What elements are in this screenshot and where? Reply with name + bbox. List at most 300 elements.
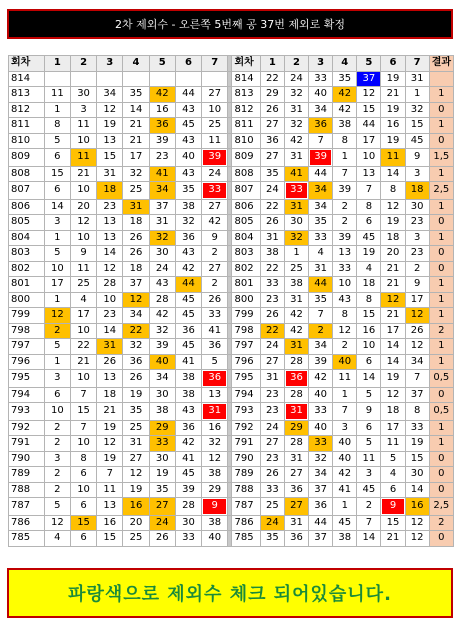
- result-cell: 0: [430, 103, 453, 118]
- number-cell: 43: [150, 277, 175, 292]
- number-cell: 40: [309, 421, 332, 436]
- number-cell: 31: [285, 452, 308, 467]
- number-cell: 11: [71, 262, 96, 277]
- highlighted-number-cell: 39: [202, 149, 227, 166]
- table-row: [9, 167, 453, 182]
- number-cell: 17: [45, 277, 70, 292]
- number-cell: 9: [406, 277, 429, 292]
- number-cell: 30: [406, 467, 429, 482]
- number-cell: 43: [176, 167, 201, 182]
- table-row: [9, 339, 453, 354]
- number-cell: 17: [381, 421, 404, 436]
- number-cell: 43: [176, 103, 201, 118]
- number-cell: 37: [309, 531, 332, 546]
- result-cell: 2,5: [430, 498, 453, 515]
- highlighted-number-cell: 41: [150, 167, 175, 182]
- round-number: 806: [9, 200, 44, 215]
- highlighted-number-cell: 44: [176, 277, 201, 292]
- number-cell: 13: [97, 134, 122, 149]
- number-cell: 6: [71, 531, 96, 546]
- number-cell: 10: [71, 134, 96, 149]
- header-cell: 1: [261, 56, 284, 71]
- column-separator: [228, 72, 231, 87]
- column-separator: [228, 421, 231, 436]
- number-cell: 2: [333, 215, 356, 230]
- number-cell: 9: [202, 231, 227, 246]
- result-cell: 0: [430, 531, 453, 546]
- number-cell: 27: [261, 436, 284, 451]
- result-cell: 1: [430, 87, 453, 102]
- number-cell: 6: [357, 215, 380, 230]
- header-cell: 2: [71, 56, 96, 71]
- number-cell: 12: [45, 516, 70, 531]
- number-cell: 24: [261, 421, 284, 436]
- number-cell: 11: [45, 87, 70, 102]
- number-cell: 35: [150, 483, 175, 498]
- number-cell: 30: [71, 87, 96, 102]
- highlighted-number-cell: 24: [150, 516, 175, 531]
- number-cell: 6: [45, 388, 70, 403]
- number-cell: 20: [381, 246, 404, 261]
- table-row: [9, 483, 453, 498]
- number-cell: 32: [309, 452, 332, 467]
- number-cell: 17: [381, 324, 404, 339]
- number-cell: 21: [381, 262, 404, 277]
- number-cell: 38: [333, 531, 356, 546]
- number-cell: 23: [97, 308, 122, 323]
- number-cell: 35: [123, 403, 148, 420]
- number-cell: 10: [71, 370, 96, 387]
- number-cell: 33: [261, 483, 284, 498]
- number-cell: 12: [97, 436, 122, 451]
- number-cell: 13: [333, 246, 356, 261]
- number-cell: [97, 72, 122, 87]
- number-cell: 12: [406, 531, 429, 546]
- number-cell: 44: [309, 516, 332, 531]
- highlighted-number-cell: 31: [285, 339, 308, 354]
- number-cell: 45: [406, 134, 429, 149]
- number-cell: 7: [309, 308, 332, 323]
- number-cell: 31: [97, 167, 122, 182]
- number-cell: 6: [45, 182, 70, 199]
- number-cell: 31: [285, 103, 308, 118]
- number-cell: 19: [406, 436, 429, 451]
- number-cell: 42: [309, 370, 332, 387]
- number-cell: 27: [261, 355, 284, 370]
- number-cell: 12: [97, 103, 122, 118]
- number-cell: 7: [71, 421, 96, 436]
- number-cell: 11: [357, 452, 380, 467]
- number-cell: 21: [71, 167, 96, 182]
- number-cell: 33: [309, 72, 332, 87]
- number-cell: 30: [176, 516, 201, 531]
- number-cell: 32: [406, 103, 429, 118]
- number-cell: 18: [123, 262, 148, 277]
- number-cell: 17: [357, 134, 380, 149]
- number-cell: 3: [406, 167, 429, 182]
- number-cell: 10: [71, 483, 96, 498]
- number-cell: 40: [333, 452, 356, 467]
- highlighted-number-cell: 12: [123, 293, 148, 308]
- number-cell: 9: [71, 246, 96, 261]
- highlighted-number-cell: 42: [150, 87, 175, 102]
- round-number: 800: [232, 293, 259, 308]
- number-cell: 2: [406, 262, 429, 277]
- number-cell: 38: [150, 403, 175, 420]
- number-cell: 15: [97, 149, 122, 166]
- highlighted-number-cell: 18: [97, 182, 122, 199]
- number-cell: 19: [97, 421, 122, 436]
- number-cell: 1: [45, 103, 70, 118]
- number-cell: 15: [357, 308, 380, 323]
- number-cell: 14: [357, 531, 380, 546]
- table-row: [9, 355, 453, 370]
- result-cell: 1: [430, 421, 453, 436]
- number-cell: 3: [71, 103, 96, 118]
- number-cell: 5: [357, 436, 380, 451]
- number-cell: 26: [97, 355, 122, 370]
- column-separator: [228, 262, 231, 277]
- number-cell: 10: [357, 149, 380, 166]
- number-cell: 45: [176, 339, 201, 354]
- number-cell: 36: [202, 339, 227, 354]
- highlighted-number-cell: 24: [261, 516, 284, 531]
- number-cell: 21: [123, 118, 148, 133]
- number-cell: 4: [309, 246, 332, 261]
- number-cell: 12: [406, 516, 429, 531]
- number-cell: 25: [123, 182, 148, 199]
- number-cell: 2: [333, 339, 356, 354]
- number-cell: 39: [333, 182, 356, 199]
- number-cell: 10: [71, 231, 96, 246]
- number-cell: 7: [357, 516, 380, 531]
- number-cell: 45: [333, 516, 356, 531]
- number-cell: 14: [357, 370, 380, 387]
- highlighted-number-cell: 12: [381, 293, 404, 308]
- number-cell: 15: [357, 103, 380, 118]
- number-cell: 29: [261, 87, 284, 102]
- number-cell: 14: [381, 339, 404, 354]
- number-cell: 18: [381, 403, 404, 420]
- highlighted-number-cell: 31: [285, 200, 308, 215]
- number-cell: 12: [333, 324, 356, 339]
- number-cell: 42: [202, 215, 227, 230]
- round-number: 808: [232, 167, 259, 182]
- highlighted-number-cell: 22: [123, 324, 148, 339]
- header-cell: 7: [202, 56, 227, 71]
- number-cell: 21: [97, 403, 122, 420]
- number-cell: 15: [97, 531, 122, 546]
- header-cell: 6: [381, 56, 404, 71]
- highlighted-number-cell: 11: [381, 149, 404, 166]
- number-cell: 36: [176, 324, 201, 339]
- round-number: 788: [232, 483, 259, 498]
- number-cell: 2: [45, 436, 70, 451]
- number-cell: 27: [202, 87, 227, 102]
- column-separator: [228, 324, 231, 339]
- highlighted-number-cell: 15: [71, 516, 96, 531]
- round-number: 810: [232, 134, 259, 149]
- number-cell: 1: [406, 87, 429, 102]
- round-number: 798: [232, 324, 259, 339]
- number-cell: 13: [97, 215, 122, 230]
- table-row: [9, 308, 453, 323]
- number-cell: 8: [357, 200, 380, 215]
- number-cell: 42: [176, 262, 201, 277]
- result-cell: 0: [430, 246, 453, 261]
- number-cell: 42: [333, 467, 356, 482]
- number-cell: 27: [202, 200, 227, 215]
- number-cell: 26: [406, 324, 429, 339]
- number-cell: 19: [123, 388, 148, 403]
- number-cell: 1: [45, 293, 70, 308]
- number-cell: 31: [123, 436, 148, 451]
- number-cell: 19: [381, 72, 404, 87]
- number-cell: 34: [150, 370, 175, 387]
- number-cell: 34: [309, 467, 332, 482]
- round-number: 796: [232, 355, 259, 370]
- number-cell: 42: [333, 103, 356, 118]
- highlighted-number-cell: 32: [285, 231, 308, 246]
- number-cell: 19: [150, 467, 175, 482]
- round-number: 789: [232, 467, 259, 482]
- highlighted-number-cell: 29: [285, 421, 308, 436]
- number-cell: 44: [176, 87, 201, 102]
- number-cell: 1: [333, 149, 356, 166]
- number-cell: 41: [176, 355, 201, 370]
- number-cell: 40: [176, 149, 201, 166]
- number-cell: 11: [71, 118, 96, 133]
- column-separator: [228, 182, 231, 199]
- result-cell: 1: [430, 231, 453, 246]
- number-cell: 24: [261, 182, 284, 199]
- number-cell: 23: [406, 246, 429, 261]
- round-number: 801: [232, 277, 259, 292]
- round-number: 809: [232, 149, 259, 166]
- result-cell: 2: [430, 324, 453, 339]
- number-cell: 23: [261, 388, 284, 403]
- number-cell: 1: [285, 246, 308, 261]
- column-separator: [228, 388, 231, 403]
- table-row: [9, 388, 453, 403]
- number-cell: 10: [202, 103, 227, 118]
- highlighted-number-cell: 31: [285, 403, 308, 420]
- table-row: [9, 421, 453, 436]
- number-cell: 32: [285, 118, 308, 133]
- round-number: 807: [9, 182, 44, 199]
- column-separator: [228, 56, 231, 71]
- number-cell: 11: [97, 483, 122, 498]
- number-cell: 19: [381, 370, 404, 387]
- number-cell: 2: [202, 277, 227, 292]
- number-cell: 29: [202, 483, 227, 498]
- number-cell: 3: [406, 231, 429, 246]
- round-number: 794: [9, 388, 44, 403]
- title-bar: [7, 9, 453, 39]
- number-cell: 38: [176, 370, 201, 387]
- number-cell: 23: [406, 215, 429, 230]
- highlighted-number-cell: 29: [150, 421, 175, 436]
- result-cell: 1: [430, 167, 453, 182]
- highlighted-number-cell: 33: [309, 436, 332, 451]
- number-cell: 26: [261, 467, 284, 482]
- number-cell: 10: [45, 262, 70, 277]
- number-cell: 16: [97, 516, 122, 531]
- highlighted-number-cell: 36: [309, 118, 332, 133]
- number-cell: 10: [357, 339, 380, 354]
- column-separator: [228, 200, 231, 215]
- number-cell: 15: [45, 167, 70, 182]
- number-cell: 1: [333, 498, 356, 515]
- highlighted-number-cell: 22: [261, 324, 284, 339]
- number-cell: 41: [176, 452, 201, 467]
- column-separator: [228, 118, 231, 133]
- number-cell: 31: [406, 72, 429, 87]
- number-cell: 26: [123, 246, 148, 261]
- number-cell: 11: [202, 134, 227, 149]
- round-number: 787: [232, 498, 259, 515]
- number-cell: 3: [45, 215, 70, 230]
- number-cell: 34: [309, 200, 332, 215]
- highlighted-number-cell: 40: [333, 355, 356, 370]
- table-row: [9, 452, 453, 467]
- number-cell: 42: [285, 324, 308, 339]
- round-number: 791: [232, 436, 259, 451]
- number-cell: 33: [309, 231, 332, 246]
- column-separator: [228, 370, 231, 387]
- number-cell: 43: [176, 134, 201, 149]
- result-cell: 1: [430, 355, 453, 370]
- number-cell: 4: [381, 467, 404, 482]
- number-cell: 36: [176, 421, 201, 436]
- highlighted-number-cell: 33: [285, 182, 308, 199]
- number-cell: 45: [357, 231, 380, 246]
- table-row: [9, 531, 453, 546]
- highlighted-number-cell: 31: [123, 200, 148, 215]
- column-separator: [228, 167, 231, 182]
- table-row: [9, 246, 453, 261]
- number-cell: 38: [202, 516, 227, 531]
- number-cell: 10: [333, 277, 356, 292]
- result-cell: 0,5: [430, 370, 453, 387]
- number-cell: 12: [97, 262, 122, 277]
- round-number: 787: [9, 498, 44, 515]
- number-cell: 31: [285, 149, 308, 166]
- column-separator: [228, 483, 231, 498]
- number-cell: 27: [285, 467, 308, 482]
- number-cell: 20: [71, 200, 96, 215]
- result-cell: 2,5: [430, 182, 453, 199]
- round-number: 802: [9, 262, 44, 277]
- round-number: 786: [9, 516, 44, 531]
- result-cell: 1: [430, 293, 453, 308]
- number-cell: 24: [261, 339, 284, 354]
- number-cell: 28: [150, 293, 175, 308]
- number-cell: 37: [406, 388, 429, 403]
- number-cell: 38: [176, 388, 201, 403]
- column-separator: [228, 103, 231, 118]
- column-separator: [228, 467, 231, 482]
- highlighted-number-cell: 32: [150, 231, 175, 246]
- result-cell: 0: [430, 467, 453, 482]
- number-cell: 7: [309, 134, 332, 149]
- number-cell: 4: [71, 293, 96, 308]
- number-cell: 15: [406, 118, 429, 133]
- page-title: 2차 제외수 - 오른쪽 5번째 공 37번 제외로 확정: [115, 18, 345, 31]
- column-separator: [228, 498, 231, 515]
- number-cell: 44: [309, 167, 332, 182]
- number-cell: 23: [97, 200, 122, 215]
- column-separator: [228, 436, 231, 451]
- round-number: 791: [9, 436, 44, 451]
- number-cell: 39: [150, 134, 175, 149]
- number-cell: 31: [285, 293, 308, 308]
- number-cell: 12: [123, 467, 148, 482]
- highlighted-number-cell: 9: [202, 498, 227, 515]
- result-cell: 0,5: [430, 403, 453, 420]
- number-cell: 2: [357, 498, 380, 515]
- number-cell: 36: [285, 531, 308, 546]
- number-cell: 24: [150, 262, 175, 277]
- number-cell: 31: [309, 262, 332, 277]
- number-cell: 26: [123, 231, 148, 246]
- number-cell: 35: [123, 87, 148, 102]
- header-cell: 5: [150, 56, 175, 71]
- number-cell: 3: [45, 370, 70, 387]
- number-cell: 34: [309, 103, 332, 118]
- number-cell: 19: [97, 118, 122, 133]
- number-cell: 5: [357, 388, 380, 403]
- number-cell: 13: [97, 370, 122, 387]
- number-cell: 25: [202, 118, 227, 133]
- number-cell: [45, 72, 70, 87]
- table-row: [9, 215, 453, 230]
- highlighted-number-cell: 36: [202, 370, 227, 387]
- number-cell: 39: [309, 355, 332, 370]
- number-cell: 22: [71, 339, 96, 354]
- result-cell: 1: [430, 339, 453, 354]
- number-cell: 6: [381, 483, 404, 498]
- round-number: 785: [232, 531, 259, 546]
- number-cell: 18: [381, 231, 404, 246]
- number-cell: 43: [176, 403, 201, 420]
- number-cell: 19: [357, 246, 380, 261]
- column-separator: [228, 355, 231, 370]
- table-row: [9, 200, 453, 215]
- number-cell: 28: [97, 277, 122, 292]
- number-cell: 28: [285, 436, 308, 451]
- highlighted-number-cell: 40: [150, 355, 175, 370]
- number-cell: 6: [71, 467, 96, 482]
- number-cell: 36: [261, 134, 284, 149]
- number-cell: 20: [123, 516, 148, 531]
- number-cell: 38: [285, 277, 308, 292]
- round-number: 797: [9, 339, 44, 354]
- number-cell: 34: [406, 355, 429, 370]
- number-cell: 14: [381, 355, 404, 370]
- number-cell: 21: [123, 134, 148, 149]
- round-number: 803: [232, 246, 259, 261]
- number-cell: 19: [381, 215, 404, 230]
- highlighted-number-cell: 9: [381, 498, 404, 515]
- round-number: 794: [232, 388, 259, 403]
- highlighted-number-cell: 27: [150, 498, 175, 515]
- number-cell: 22: [261, 262, 284, 277]
- number-cell: 33: [261, 277, 284, 292]
- number-cell: 5: [202, 355, 227, 370]
- round-number: 803: [9, 246, 44, 261]
- number-cell: 35: [333, 72, 356, 87]
